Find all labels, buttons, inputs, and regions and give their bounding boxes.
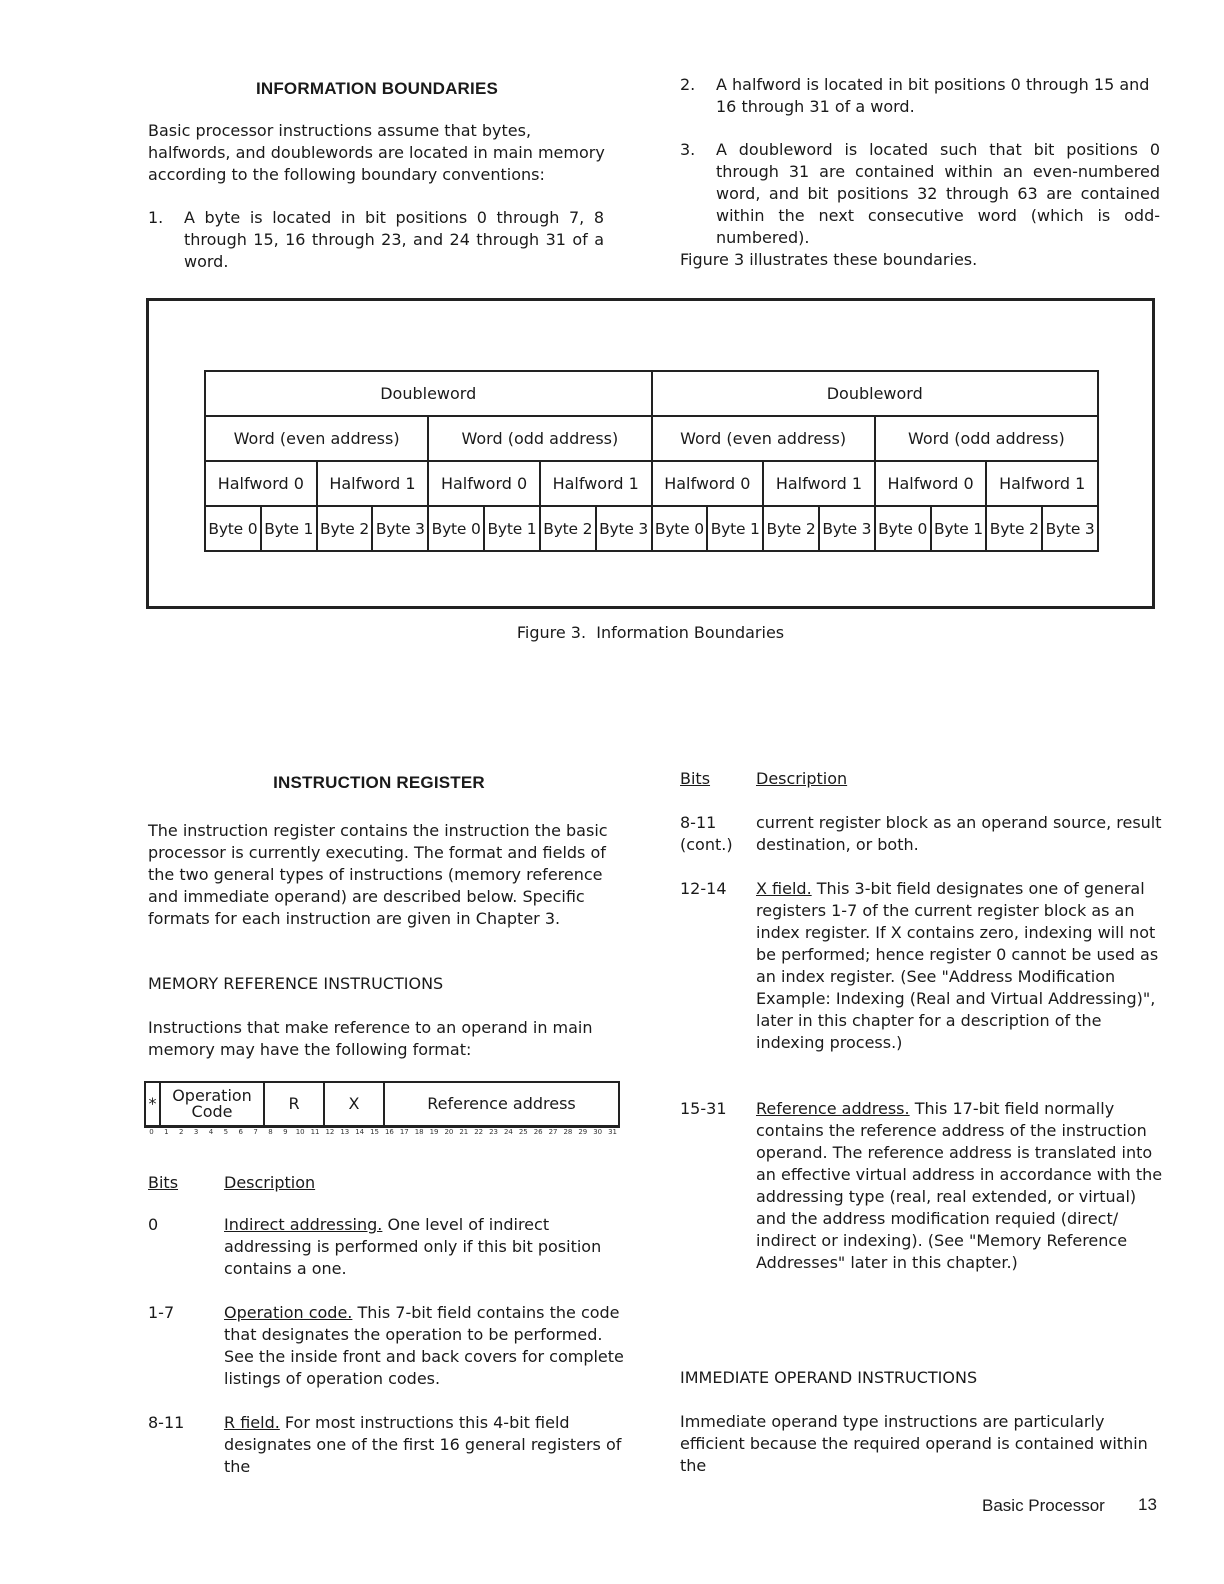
bit-position-label: 8	[268, 1128, 273, 1136]
byte-cell: Byte 3	[819, 506, 875, 551]
list-item-text: A halfword is located in bit positions 0 through 15 and 16 through 31 of a word.	[716, 75, 1150, 116]
bit-position-label: 31	[608, 1128, 618, 1136]
halfword-row	[205, 461, 1098, 506]
bit-range: 8-11	[148, 1413, 185, 1432]
field-text: This 3-bit field designates one of general registers 1-7 of the current register block as an index register. If X contains zero, indexing will not be performed; hence register 0 cannot be used as an index register. (See "Address Modification Example: Indexing (Real and Virtual Addressing)", later in this chapter for a description of the indexing process.)	[756, 879, 1159, 1052]
bit-position-label: 10	[295, 1128, 305, 1136]
field-term: X field.	[756, 879, 812, 898]
bit-position-label: 11	[310, 1128, 320, 1136]
memory-reference-intro: Instructions that make reference to an operand in main memory may have the following format:	[148, 1018, 593, 1059]
bit-description	[224, 1302, 628, 1390]
byte-cell: Byte 3	[372, 506, 428, 551]
bit-range: 8-11 (cont.)	[680, 813, 733, 854]
list-item-number: 1.	[148, 208, 164, 227]
instruction-format-table	[144, 1081, 620, 1127]
bit-position-label: 12	[325, 1128, 335, 1136]
bit-position-label: 15	[370, 1128, 380, 1136]
byte-cell: Byte 2	[317, 506, 373, 551]
instruction-register-heading: INSTRUCTION REGISTER	[273, 773, 485, 792]
reference-address-field: Reference address	[384, 1082, 619, 1126]
bit-description	[756, 812, 1164, 856]
instruction-format-diagram	[144, 1081, 620, 1137]
bit-position-label: 0	[149, 1128, 154, 1136]
immediate-operand-heading: IMMEDIATE OPERAND INSTRUCTIONS	[680, 1368, 978, 1387]
bit-description-row	[680, 812, 1164, 856]
footer-section-title: Basic Processor	[982, 1496, 1105, 1515]
bit-description	[756, 1098, 1164, 1274]
bit-position-label: 3	[193, 1128, 199, 1136]
field-term: Operation code.	[224, 1303, 353, 1322]
bit-position-label: 20	[444, 1128, 454, 1136]
list-item-text: A doubleword is located such that bit positions 0 through 31 are contained within an even-numbered word, and bit positions 32 through 63 are contained within the next consecutive word (which is odd-numbered).	[716, 140, 1160, 247]
bit-position-label: 23	[489, 1128, 499, 1136]
bit-position-label: 2	[178, 1128, 184, 1136]
bit-description	[224, 1412, 628, 1478]
bit-description-row	[148, 1214, 628, 1280]
bit-position-label: 19	[429, 1128, 439, 1136]
list-item-text: A byte is located in bit positions 0 through 7, 8 through 15, 16 through 23, and 24 through 31 of a word.	[184, 208, 604, 271]
bit-position-label: 29	[578, 1128, 588, 1136]
byte-cell: Byte 2	[986, 506, 1042, 551]
bit-position-label: 27	[548, 1128, 558, 1136]
column-header	[148, 1172, 628, 1194]
list-item-1	[148, 207, 604, 273]
bit-range: 1-7	[148, 1303, 175, 1322]
x-field: X	[324, 1082, 384, 1126]
bit-position-label: 26	[533, 1128, 543, 1136]
bit-position-label: 28	[563, 1128, 573, 1136]
byte-cell: Byte 0	[428, 506, 484, 551]
doubleword-row	[205, 371, 1098, 416]
bit-position-label: 16	[384, 1128, 394, 1136]
bit-description	[756, 878, 1164, 1054]
boundaries-diagram	[204, 370, 1099, 552]
bit-position-label: 21	[459, 1128, 469, 1136]
halfword-cell: Halfword 1	[540, 461, 652, 506]
r-field: R	[264, 1082, 324, 1126]
byte-cell: Byte 1	[484, 506, 540, 551]
immediate-operand-intro: Immediate operand type instructions are particularly efficient because the required operand is contained within the	[680, 1412, 1148, 1475]
bit-position-label: 1	[164, 1128, 169, 1136]
byte-cell: Byte 0	[205, 506, 261, 551]
bit-description-row	[680, 1098, 1164, 1274]
description-column-header: Description	[224, 1173, 316, 1192]
byte-cell: Byte 0	[652, 506, 708, 551]
bit-description-row	[680, 878, 1164, 1054]
bit-position-label: 25	[518, 1128, 528, 1136]
halfword-cell: Halfword 1	[986, 461, 1098, 506]
bit-position-label: 14	[355, 1128, 365, 1136]
bit-position-label: 17	[399, 1128, 409, 1136]
halfword-cell: Halfword 0	[875, 461, 987, 506]
field-text: current register block as an operand source, result destination, or both.	[756, 813, 1162, 854]
bit-position-ruler	[144, 1127, 620, 1137]
byte-cell: Byte 1	[931, 506, 987, 551]
bit-position-label: 13	[340, 1128, 350, 1136]
figure-3-frame	[146, 298, 1155, 609]
bit-position-label: 22	[474, 1128, 484, 1136]
bit-description-row	[148, 1302, 628, 1390]
indirect-bit-field: *	[145, 1082, 160, 1126]
byte-cell: Byte 1	[261, 506, 317, 551]
bit-position-label: 4	[208, 1128, 214, 1136]
figure-3-caption: Figure 3. Information Boundaries	[516, 623, 785, 642]
bit-position-label: 6	[238, 1128, 243, 1136]
word-cell: Word (even address)	[652, 416, 875, 461]
word-cell: Word (odd address)	[428, 416, 651, 461]
word-cell: Word (even address)	[205, 416, 428, 461]
halfword-cell: Halfword 0	[652, 461, 764, 506]
byte-cell: Byte 2	[540, 506, 596, 551]
bit-description	[224, 1214, 628, 1280]
description-column-header: Description	[756, 769, 848, 788]
bit-position-label: 18	[414, 1128, 424, 1136]
halfword-cell: Halfword 0	[205, 461, 317, 506]
left-bit-descriptions	[148, 1172, 628, 1478]
bit-range: 15-31	[680, 1099, 727, 1118]
bit-position-label: 5	[223, 1128, 229, 1136]
info-boundaries-heading: INFORMATION BOUNDARIES	[255, 79, 499, 98]
field-text: One level of indirect addressing is performed only if this bit position contains a one.	[224, 1215, 602, 1278]
list-item-2	[680, 74, 1160, 118]
field-term: Reference address.	[756, 1099, 910, 1118]
bit-position-label: 30	[593, 1128, 603, 1136]
operation-code-field: Operation Code	[160, 1082, 264, 1126]
list-item-3	[680, 139, 1160, 249]
bit-description-row	[148, 1412, 628, 1478]
byte-cell: Byte 2	[763, 506, 819, 551]
figure-reference: Figure 3 illustrates these boundaries.	[680, 250, 978, 269]
info-boundaries-intro: Basic processor instructions assume that bytes, halfwords, and doublewords are located in main memory according to the following boundary conventions:	[148, 121, 605, 184]
field-term: R field.	[224, 1413, 280, 1432]
boundaries-table	[204, 370, 1099, 552]
field-text: For most instructions this 4-bit field designates one of the first 16 general registers of the	[224, 1413, 622, 1476]
word-row	[205, 416, 1098, 461]
halfword-cell: Halfword 0	[428, 461, 540, 506]
byte-row	[205, 506, 1098, 551]
page-number: 13	[1138, 1495, 1157, 1514]
word-cell: Word (odd address)	[875, 416, 1098, 461]
byte-cell: Byte 0	[875, 506, 931, 551]
list-item-number: 3.	[680, 140, 696, 159]
field-term: Indirect addressing.	[224, 1215, 383, 1234]
field-text: This 17-bit field normally contains the reference address of the instruction operand. The reference address is translated into an effective virtual address in accordance with the addressing type (real, real extended, or virtual) and the address modification requied (direct/ indirect or indexing). (See "Memory Reference Addresses" later in this chapter.)	[756, 1099, 1163, 1272]
doubleword-cell: Doubleword	[205, 371, 652, 416]
bit-position-label: 9	[283, 1128, 288, 1136]
halfword-cell: Halfword 1	[763, 461, 875, 506]
byte-cell: Byte 3	[1042, 506, 1098, 551]
bit-position-label: 24	[503, 1128, 513, 1136]
bit-position-label: 7	[253, 1128, 258, 1136]
list-item-number: 2.	[680, 75, 696, 94]
right-bit-descriptions	[680, 768, 1164, 1274]
bit-range: 12-14	[680, 879, 727, 898]
halfword-cell: Halfword 1	[317, 461, 429, 506]
byte-cell: Byte 3	[596, 506, 652, 551]
memory-reference-heading: MEMORY REFERENCE INSTRUCTIONS	[148, 974, 444, 993]
bits-column-header: Bits	[680, 769, 711, 788]
instruction-register-intro: The instruction register contains the instruction the basic processor is currently executing. The format and fields of the two general types of instructions (memory reference and immediate operand) are described below. Specific formats for each instruction are given in Chapter 3.	[148, 821, 608, 928]
bit-range: 0	[148, 1215, 159, 1234]
doubleword-cell: Doubleword	[652, 371, 1099, 416]
field-text: This 7-bit field contains the code that designates the operation to be performed. See the inside front and back covers for complete listings of operation codes.	[224, 1303, 624, 1388]
column-header	[680, 768, 1164, 790]
byte-cell: Byte 1	[707, 506, 763, 551]
bits-column-header: Bits	[148, 1173, 179, 1192]
